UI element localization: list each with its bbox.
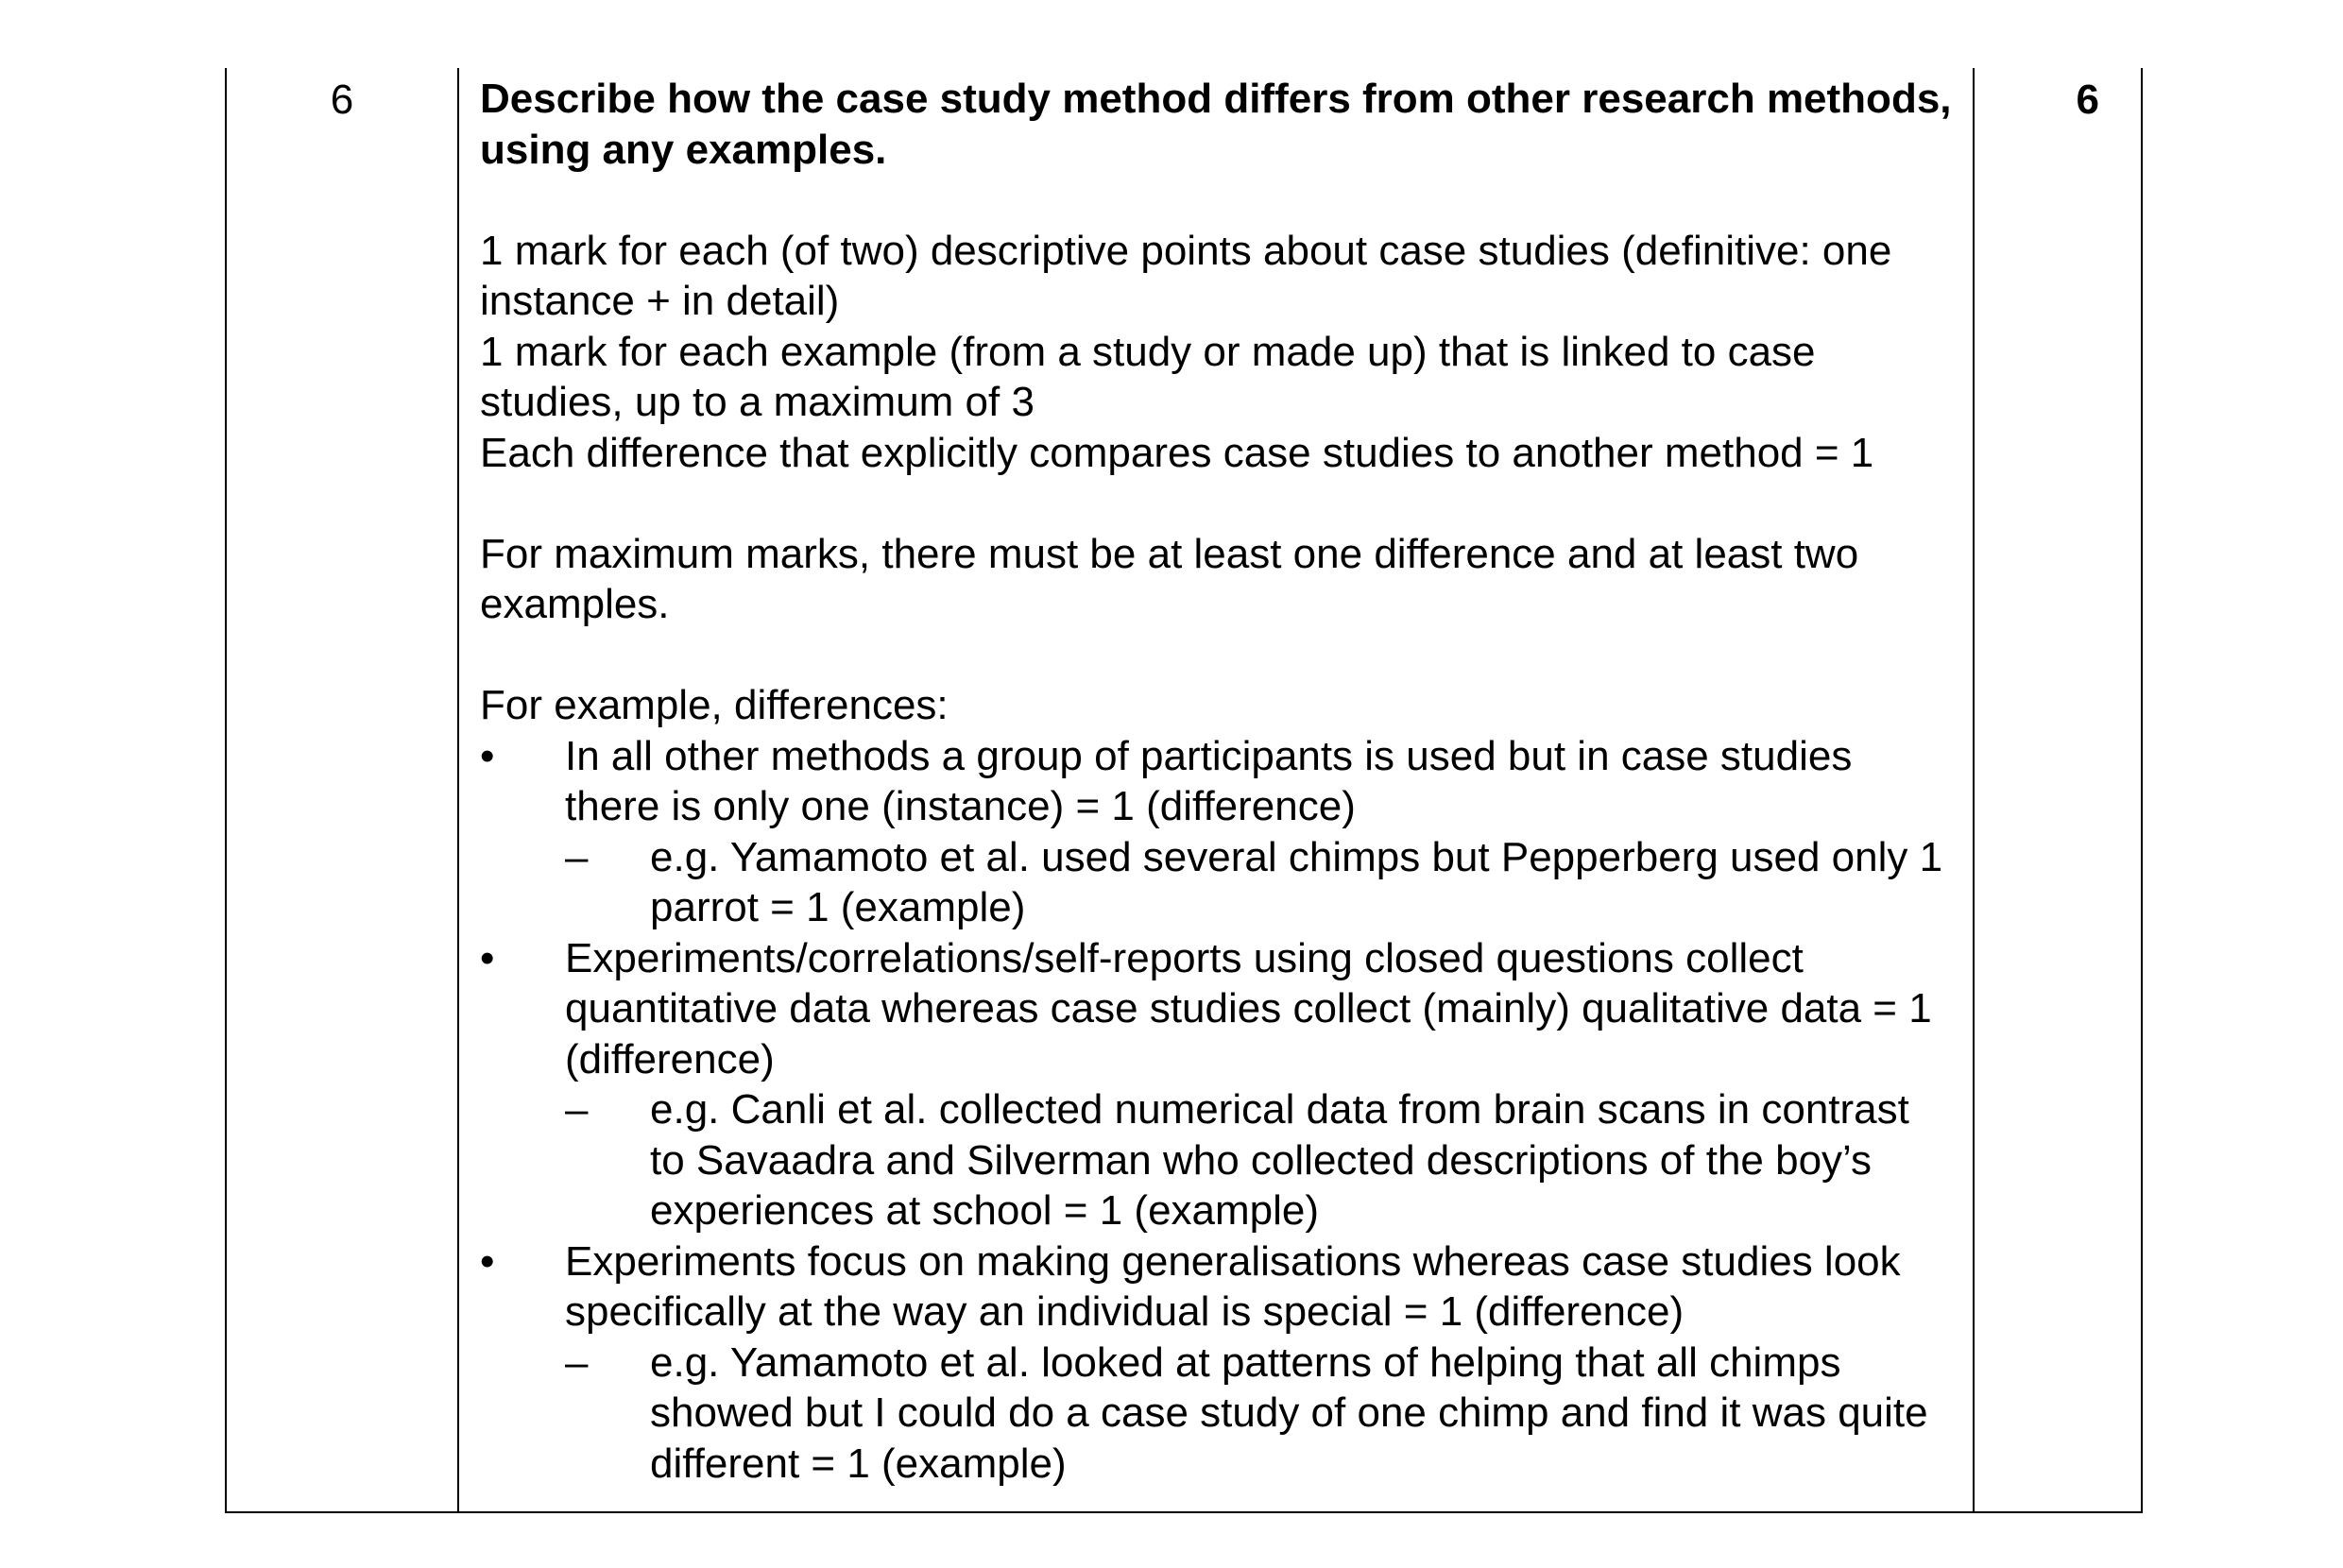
question-text: Describe how the case study method differs from other research methods, using any examples. — [480, 76, 1952, 173]
examples-heading: For example, differences: — [480, 682, 949, 728]
dash-marker: – — [565, 1086, 589, 1133]
bullet-marker: • — [480, 732, 495, 779]
answer-guidance-cell — [480, 74, 1954, 1489]
guidance-line: Each difference that explicitly compares case studies to another method = 1 — [480, 429, 1874, 476]
difference-item — [480, 731, 1954, 832]
difference-text: Experiments/correlations/self-reports using closed questions collect quantitative data whereas case studies collect (mainly) qualitative data = 1 (difference) — [565, 934, 1932, 1082]
guidance-line: 1 mark for each example (from a study or made up) that is linked to case studies, up to a maximum of 3 — [480, 328, 1816, 425]
example-item — [480, 832, 1954, 933]
example-item — [480, 1084, 1954, 1236]
difference-text: Experiments focus on making generalisations whereas case studies look specifically at the way an individual is special = 1 (difference) — [565, 1237, 1901, 1335]
column-divider — [457, 68, 459, 1511]
maximum-marks-note: For maximum marks, there must be at least one difference and at least two examples. — [480, 530, 1859, 627]
bullet-marker: • — [480, 1237, 495, 1285]
difference-item — [480, 933, 1954, 1085]
mark-scheme-table — [225, 68, 2143, 1513]
marks-value: 6 — [2076, 77, 2099, 123]
difference-item — [480, 1236, 1954, 1338]
bullet-marker: • — [480, 934, 495, 981]
example-text: e.g. Yamamoto et al. looked at patterns of helping that all chimps showed but I could do a case study of one chimp and find it was quite different = 1 (example) — [650, 1338, 1928, 1487]
example-text: e.g. Yamamoto et al. used several chimps but Pepperberg used only 1 parrot = 1 (example) — [650, 833, 1943, 930]
guidance-line: 1 mark for each (of two) descriptive points about case studies (definitive: one instance + in detail) — [480, 227, 1892, 324]
question-number: 6 — [330, 77, 354, 123]
column-divider — [1973, 68, 1975, 1511]
example-text: e.g. Canli et al. collected numerical data from brain scans in contrast to Savaadra and Silverman who collected descriptions of the boy’s experiences at school = 1 (example) — [650, 1086, 1909, 1234]
example-item — [480, 1338, 1954, 1490]
difference-text: In all other methods a group of participants is used but in case studies there is only one (instance) = 1 (difference) — [565, 732, 1853, 829]
dash-marker: – — [565, 833, 589, 880]
dash-marker: – — [565, 1338, 589, 1386]
